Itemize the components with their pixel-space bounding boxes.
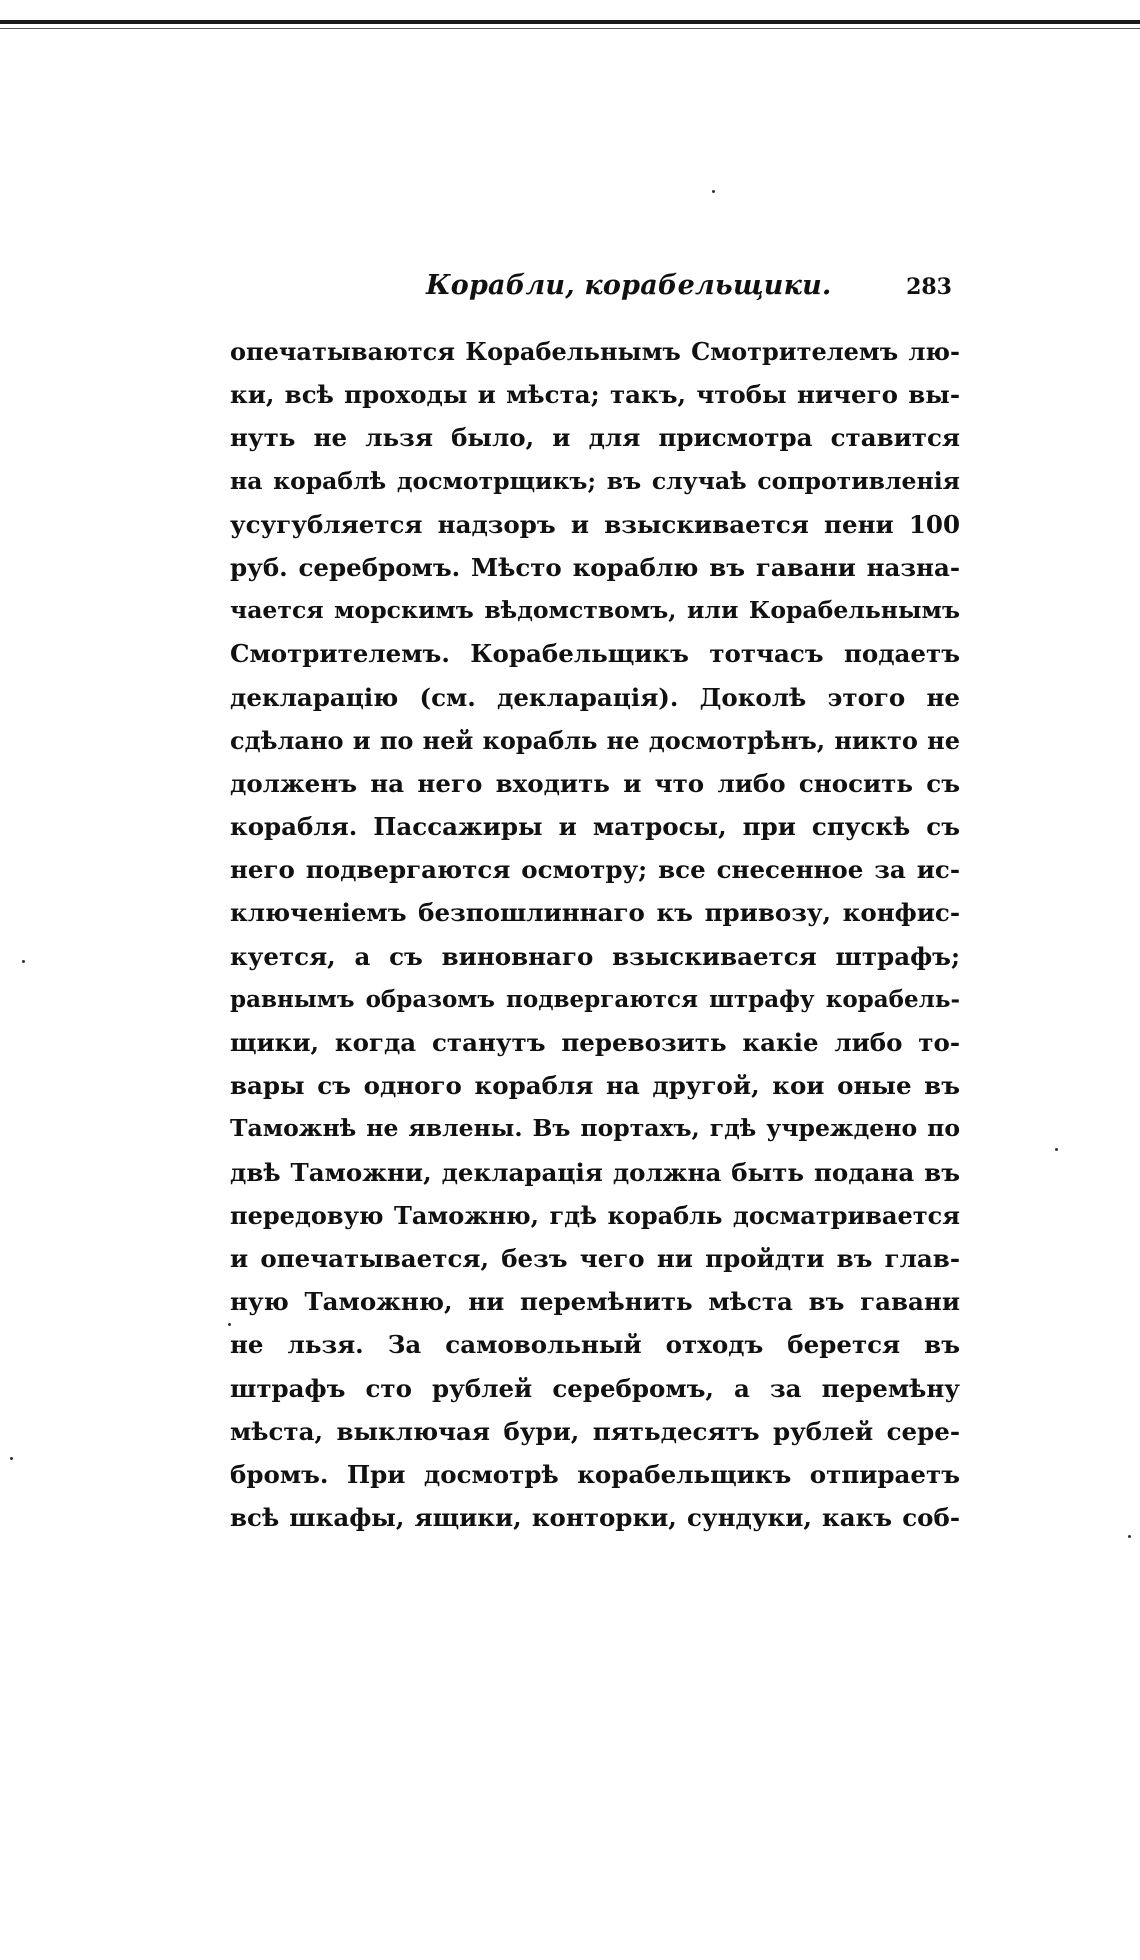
text-line: сдѣлано и по ней корабль не досмотрѣнъ, никто не [230, 725, 960, 755]
text-line: ную Таможню, ни перемѣнить мѣста въ гавани [230, 1287, 960, 1317]
top-scan-border-thin [0, 28, 1140, 29]
book-page [230, 270, 960, 1539]
running-title: Корабли, корабельщики. [426, 270, 832, 301]
text-line: нуть не льзя было, и для присмотра ставится [230, 423, 960, 453]
page-number: 283 [906, 274, 952, 300]
text-line: Таможнѣ не явлены. Въ портахъ, гдѣ учреждено по [230, 1114, 960, 1143]
text-line: всѣ шкафы, ящики, конторки, сундуки, какъ соб- [230, 1503, 960, 1533]
text-line: ключеніемъ безпошлиннаго къ привозу, конфис- [230, 898, 960, 928]
text-line: штрафъ сто рублей серебромъ, а за перемѣну [230, 1373, 960, 1403]
scan-speck [1128, 1535, 1131, 1538]
text-line: бромъ. При досмотрѣ корабельщикъ отпираетъ [230, 1459, 960, 1489]
text-line: мѣста, выключая бури, пятьдесятъ рублей сере- [230, 1416, 960, 1446]
text-line: и опечатывается, безъ чего ни пройдти въ глав- [230, 1243, 960, 1273]
text-line: на кораблѣ досмотрщикъ; въ случаѣ сопротивленія [230, 466, 960, 495]
text-line: не льзя. За самовольный отходъ берется въ [230, 1330, 960, 1360]
text-line: усугубляется надзоръ и взыскивается пени 100 [230, 509, 960, 539]
text-line: ки, всѣ проходы и мѣста; такъ, чтобы ничего вы- [230, 380, 960, 410]
top-scan-border [0, 20, 1140, 24]
text-line: чается морскимъ вѣдомствомъ, или Корабельнымъ [230, 596, 960, 625]
text-line: Смотрителемъ. Корабельщикъ тотчасъ подаетъ [230, 639, 960, 669]
text-line: долженъ на него входить и что либо сносить съ [230, 768, 960, 798]
scan-speck [22, 960, 25, 963]
text-line: него подвергаются осмотру; все снесенное за ис- [230, 855, 960, 885]
text-line: руб. серебромъ. Мѣсто кораблю въ гавани назна- [230, 552, 960, 582]
scan-speck [712, 190, 715, 193]
text-line: куется, а съ виновнаго взыскивается штрафъ; [230, 941, 960, 971]
text-line: щики, когда станутъ перевозить какіе либо то- [230, 1028, 960, 1057]
scan-speck [10, 1457, 13, 1460]
text-line: корабля. Пассажиры и матросы, при спускѣ съ [230, 812, 960, 842]
text-line: двѣ Таможни, декларація должна быть подана въ [230, 1157, 960, 1187]
text-line: опечатываются Корабельнымъ Смотрителемъ лю- [230, 337, 960, 366]
text-line: передовую Таможню, гдѣ корабль досматривается [230, 1200, 960, 1230]
scan-speck [1055, 1148, 1058, 1151]
text-line: равнымъ образомъ подвергаются штрафу корабель- [230, 985, 960, 1013]
running-head [230, 270, 960, 316]
text-line: вары съ одного корабля на другой, кои оные въ [230, 1071, 960, 1101]
text-line: декларацію (см. декларація). Доколѣ этого не [230, 682, 960, 712]
body-text [230, 330, 960, 1539]
